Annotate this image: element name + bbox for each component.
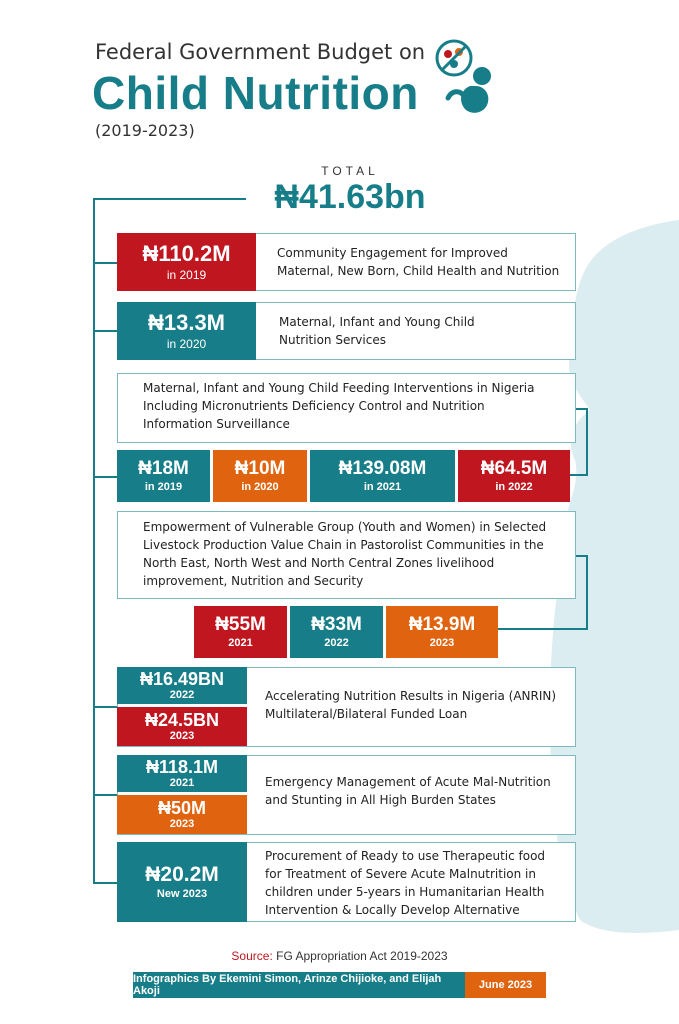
amount-year: in 2022 [495,481,533,493]
header-years: (2019-2023) [95,121,195,140]
header-subtitle: Federal Government Budget on [95,40,426,64]
amount-chip [386,606,498,658]
amount-value: ₦24.5BN [144,710,220,730]
amount-value: ₦55M [215,614,266,635]
amount-chip [117,842,247,922]
amount-year: in 2021 [363,481,402,493]
connector-right-4 [498,628,588,630]
amount-chip [117,233,256,291]
credits-bar [133,972,465,998]
amount-chip [310,450,455,502]
item-description: Accelerating Nutrition Results in Nigeria (ANRIN) Multilateral/Bilateral Funded Loan [265,689,557,721]
source-line [0,949,679,963]
amount-year: in 2020 [241,481,279,493]
amount-chip [117,450,210,502]
source-text: FG Appropriation Act 2019-2023 [276,949,448,963]
connector-vertical-left [93,198,95,884]
amount-value: ₦64.5M [480,458,548,479]
amount-chip [117,707,247,746]
credits-text: Infographics By Ekemini Simon, Arinze Chijioke, and Elijah Akoji [133,973,442,997]
connector-top [93,198,246,200]
child-nutrition-icon [430,38,500,118]
page-title: Child Nutrition [92,67,419,119]
amount-value: ₦118.1M [145,757,219,777]
amount-value: ₦50M [157,798,206,818]
amount-year: 2021 [169,777,195,789]
amount-chip [290,606,383,658]
amount-value: ₦139.08M [338,458,427,479]
amount-chip [458,450,570,502]
amount-value: ₦33M [311,614,362,635]
amount-chip [117,795,247,834]
item-description: Procurement of Ready to use Therapeutic food for Treatment of Severe Acute Malnutrition in children under 5-years in Humanitarian Health Intervention & Locally Develop Alternative [265,849,546,917]
connector-tick [93,330,117,332]
item-description: Community Engagement for Improved Maternal, New Born, Child Health and Nutrition [277,246,560,278]
source-label: Source: [231,949,273,963]
amount-year: 2023 [429,637,455,649]
connector-right-3 [570,474,588,476]
amount-year: 2021 [228,637,253,649]
amount-chip [117,667,247,704]
item-description: Maternal, Infant and Young Child Feeding Interventions in Nigeria Including Micronutrients Deficiency Control and Nutrition Information Surveillance [143,381,535,431]
amount-year: in 2019 [166,267,207,282]
amount-value: ₦10M [234,458,286,479]
amount-value: ₦18M [138,458,189,479]
amount-chip [117,755,247,792]
amount-value: ₦16.49BN [139,669,225,689]
amount-year: 2022 [169,689,195,701]
date-text: June 2023 [478,979,533,991]
amount-year: 2023 [169,818,195,830]
connector-tick [93,476,117,478]
connector-right-3 [586,408,588,476]
amount-year: 2022 [324,637,349,649]
total-label: TOTAL [321,164,379,178]
connector-tick [93,706,117,708]
amount-value: ₦20.2M [145,863,219,886]
connector-right-4 [586,555,588,630]
item-description: Empowerment of Vulnerable Group (Youth and Women) in Selected Livestock Production Value Chain in Pastorolist Communities in the North East, North West and North Central Zones livelihood improvement, Nutrition and Security [143,520,547,588]
amount-chip [117,302,256,360]
amount-year: 2023 [169,730,195,742]
amount-value: ₦13.3M [147,309,226,335]
amount-year: in 2020 [166,336,207,351]
connector-tick [93,262,117,264]
amount-chip [213,450,307,502]
total-value: ₦41.63bn [274,178,426,216]
connector-tick [93,882,117,884]
amount-value: ₦13.9M [408,614,476,635]
amount-year: New 2023 [156,888,208,900]
amount-year: in 2019 [144,481,183,493]
connector-tick [93,794,117,796]
item-description: Maternal, Infant and Young Child Nutrition Services [279,315,475,347]
amount-value: ₦110.2M [142,240,231,266]
amount-chip [194,606,287,658]
date-badge [465,972,546,998]
item-description: Emergency Management of Acute Mal-Nutrition and Stunting in All High Burden States [265,775,551,807]
